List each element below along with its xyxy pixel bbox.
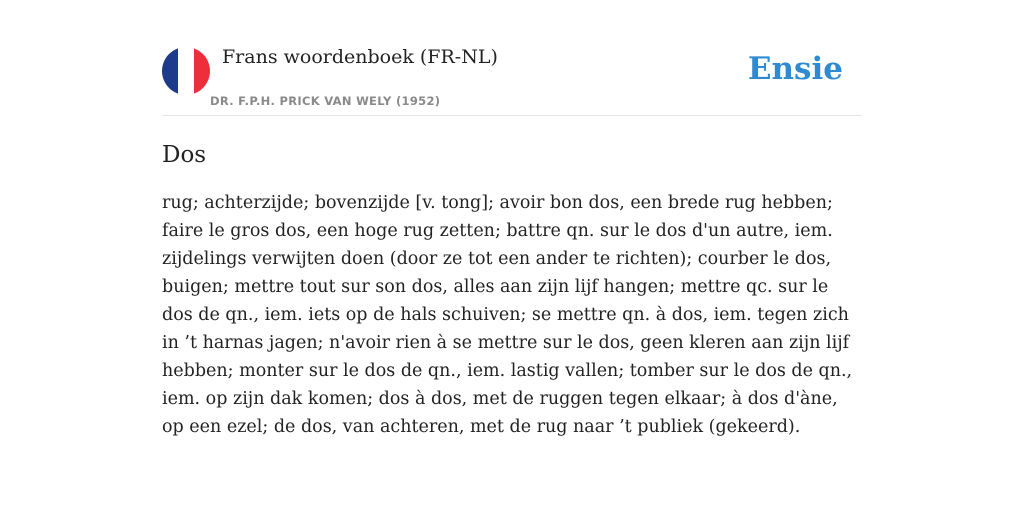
dictionary-author: DR. F.P.H. PRICK VAN WELY (1952) bbox=[210, 94, 441, 108]
dictionary-header bbox=[162, 40, 862, 116]
entry-title: Dos bbox=[162, 142, 207, 168]
ensie-logo[interactable]: Ensie bbox=[747, 51, 843, 87]
entry-definition: rug; achterzijde; bovenzijde [v. tong]; avoir bon dos, een brede rug hebben; faire le gros dos, een hoge rug zetten; battre qn. sur le dos d'un autre, iem. zijdelings verwijten doen (door ze tot een ander te richten); courber le dos, buigen; mettre tout sur son dos, alles aan zijn lijf hangen; mettre qc. sur le dos de qn., iem. iets op de hals schuiven; se mettre qn. à dos, iem. tegen zich in ’t harnas jagen; n'avoir rien à se mettre sur le dos, geen kleren aan zijn lijf hebben; monter sur le dos de qn., iem. lastig vallen; tomber sur le dos de qn., iem. op zijn dak komen; dos à dos, met de ruggen tegen elkaar; à dos d'àne, op een ezel; de dos, van achteren, met de rug naar ’t publiek (gekeerd). bbox=[162, 193, 853, 437]
dictionary-card bbox=[162, 40, 862, 441]
france-flag-icon bbox=[162, 47, 210, 95]
dictionary-title[interactable]: Frans woordenboek (FR-NL) bbox=[222, 46, 498, 68]
